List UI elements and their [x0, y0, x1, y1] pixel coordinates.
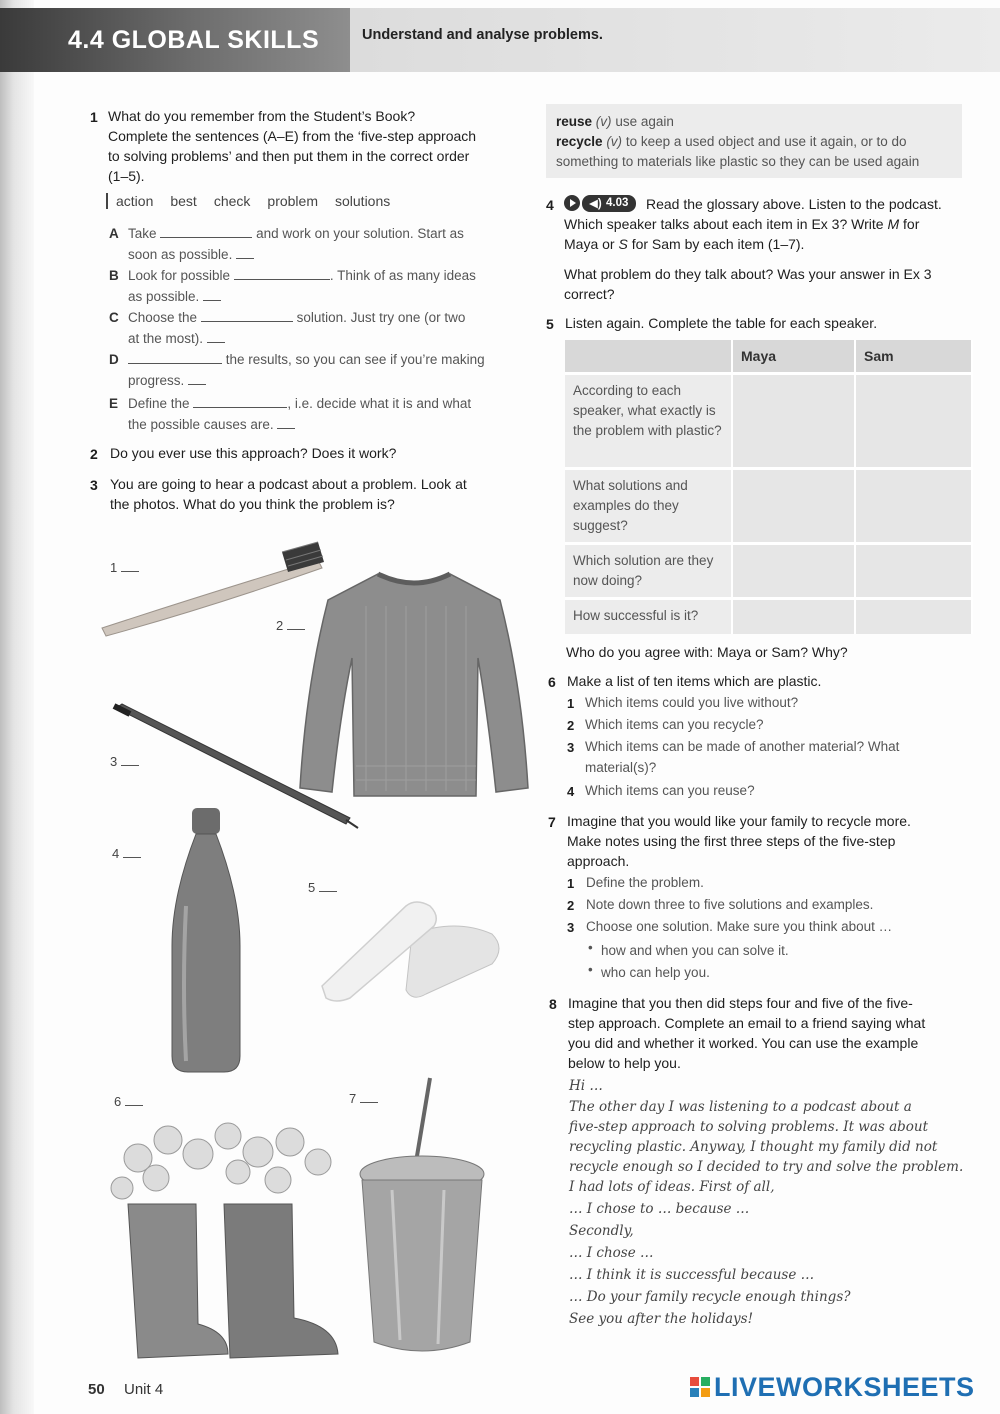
order-blank-b[interactable] — [203, 290, 221, 301]
email-body: The other day I was listening to a podcast about a five-step approach to solving problems. It was about recycling plastic. Anyway, I thought my family did not recycle enough so I decided to try and solve the problem. I had lots of ideas. First of all, … I chose to … because … Secondly, … I chose … … I think it is successful because … … Do your family recycle enough things? See you after the holidays! — [569, 1099, 964, 1327]
bullet-icon: • — [588, 940, 593, 955]
table-cell-sam[interactable] — [855, 544, 972, 599]
q2-number: 2 — [90, 446, 98, 462]
q7-item-1: Define the problem. — [586, 875, 704, 890]
word-solutions: solutions — [335, 193, 391, 209]
table-cell-maya[interactable] — [732, 374, 855, 469]
speaker-blank-5[interactable] — [319, 881, 337, 892]
q4-line1: Read the glossary above. Listen to the podcast. — [646, 196, 942, 212]
table-cell-maya[interactable] — [732, 469, 855, 544]
q7-item-num: 1 — [567, 876, 575, 891]
q1-item-letter: B — [109, 268, 119, 283]
table-cell-sam[interactable] — [855, 374, 972, 469]
toothbrush-photo — [96, 536, 328, 640]
liveworksheets-logo-icon — [690, 1377, 710, 1397]
page-number: 50 — [88, 1381, 105, 1398]
table-row-question: What solutions and examples do they suggest? — [565, 469, 732, 544]
liveworksheets-brand: LIVEWORKSHEETS — [714, 1372, 975, 1402]
q1-item-c: Choose the solution. Just try one (or two at the most). — [128, 310, 466, 346]
word-box — [106, 193, 407, 209]
q1-item-e: Define the , i.e. decide what it is and what the possible causes are. — [128, 396, 472, 432]
order-blank-e[interactable] — [277, 418, 295, 429]
q6-item-2: Which items can you recycle? — [585, 717, 764, 732]
q5-after: Who do you agree with: Maya or Sam? Why? — [566, 644, 848, 660]
glossary-recycle-cont: something to materials like plastic so they can be used again — [556, 154, 920, 169]
q7-bullet-1: how and when you can solve it. — [601, 943, 789, 958]
table-cell-sam[interactable] — [855, 469, 972, 544]
table-header-sam: Sam — [855, 340, 972, 374]
answer-blank-c[interactable] — [201, 309, 293, 322]
table-cell-maya[interactable] — [732, 544, 855, 599]
q6-item-3: Which items can be made of another material? What material(s)? — [585, 739, 900, 775]
table-row-question: According to each speaker, what exactly is the problem with plastic? — [565, 374, 732, 469]
word-action: action — [116, 193, 154, 209]
word-problem: problem — [267, 193, 318, 209]
speaker-blank-4[interactable] — [123, 847, 141, 858]
unit-label: Unit 4 — [124, 1381, 164, 1398]
boots-photo — [98, 1118, 342, 1368]
q1-item-d: the results, so you can see if you’re making progress. — [128, 352, 485, 388]
table-row-question: Which solution are they now doing? — [565, 544, 732, 599]
speaker-blank-6[interactable] — [125, 1095, 143, 1106]
answer-blank-d[interactable] — [128, 351, 222, 364]
section-title: 4.4 GLOBAL SKILLS — [68, 26, 320, 54]
q7-bullet-2: who can help you. — [601, 965, 710, 980]
q8-number: 8 — [549, 996, 557, 1012]
q1-number: 1 — [90, 109, 98, 125]
order-blank-c[interactable] — [207, 332, 225, 343]
order-blank-a[interactable] — [236, 248, 254, 259]
table-row-question: How successful is it? — [565, 599, 732, 635]
q6-item-1: Which items could you live without? — [585, 695, 799, 710]
photo-label-1: 1 — [110, 560, 139, 575]
answer-blank-e[interactable] — [193, 395, 287, 408]
water-bottle-photo — [166, 806, 246, 1076]
q4-line3: Maya or S for Sam by each item (1–7). — [564, 236, 805, 252]
audio-icon: ◀) — [589, 198, 602, 210]
q5-number: 5 — [546, 316, 554, 332]
word-check: check — [213, 193, 251, 209]
audio-track-button[interactable]: ◀) 4.03 — [582, 195, 636, 212]
glossary-reuse: reuse (v) use again — [556, 114, 674, 129]
photo-label-3: 3 — [110, 754, 139, 769]
q5-text: Listen again. Complete the table for each speaker. — [565, 315, 878, 331]
q3-number: 3 — [90, 477, 98, 493]
table-header-maya: Maya — [732, 340, 855, 374]
page-edge-shadow — [0, 0, 34, 1414]
q7-item-2: Note down three to five solutions and examples. — [586, 897, 874, 912]
table-cell-sam[interactable] — [855, 599, 972, 635]
photo-label-5: 5 — [308, 880, 337, 895]
section-subtitle: Understand and analyse problems. — [362, 27, 603, 43]
answer-blank-b[interactable] — [234, 267, 330, 280]
photo-label-7: 7 — [349, 1091, 378, 1106]
q4-follow-up: What problem do they talk about? Was your answer in Ex 3 correct? — [564, 266, 932, 302]
q1-item-letter: A — [109, 226, 119, 241]
q2-text: Do you ever use this approach? Does it work? — [110, 445, 397, 461]
q7-number: 7 — [548, 814, 556, 830]
q4-line2: Which speaker talks about each item in Ex 3? Write M for — [564, 216, 920, 232]
cup-photo — [352, 1074, 490, 1364]
photo-label-2: 2 — [276, 618, 305, 633]
q1-item-letter: C — [109, 310, 119, 325]
q6-text: Make a list of ten items which are plastic. — [567, 673, 822, 689]
q1-instructions: What do you remember from the Student’s Book? Complete the sentences (A–E) from the ‘five-step approach to solving problems’ and then put them in the correct order (1–5). — [108, 108, 477, 184]
chewing-gum-photo — [316, 894, 506, 1004]
q1-item-letter: D — [109, 352, 119, 367]
q6-item-num: 1 — [567, 696, 575, 711]
q7-item-num: 3 — [567, 920, 575, 935]
q1-item-a: Take and work on your solution. Start as soon as possible. — [128, 226, 464, 262]
q8-instructions: Imagine that you then did steps four and five of the five- step approach. Complete an email to a friend saying what you did and whether it worked. You can use the example below to help you. — [568, 995, 926, 1071]
q6-item-4: Which items can you reuse? — [585, 783, 755, 798]
q1-item-letter: E — [109, 396, 119, 411]
table-cell-maya[interactable] — [732, 599, 855, 635]
table-header-empty — [565, 340, 732, 374]
q3-instructions: You are going to hear a podcast about a problem. Look at the photos. What do you think the problem is? — [110, 476, 467, 512]
q6-item-num: 3 — [567, 740, 575, 755]
q7-instructions: Imagine that you would like your family to recycle more. Make notes using the first three steps of the five-step approach. — [567, 813, 911, 869]
bullet-icon: • — [588, 962, 593, 977]
speaker-table — [565, 340, 973, 626]
q7-item-3: Choose one solution. Make sure you think about … — [586, 919, 893, 934]
q6-number: 6 — [548, 674, 556, 690]
answer-blank-a[interactable] — [160, 225, 252, 238]
q6-item-num: 4 — [567, 784, 575, 799]
q6-item-num: 2 — [567, 718, 575, 733]
photo-label-4: 4 — [112, 846, 141, 861]
photo-label-6: 6 — [114, 1094, 143, 1109]
order-blank-d[interactable] — [188, 374, 206, 385]
glossary-box — [546, 104, 962, 178]
q4-number: 4 — [546, 197, 554, 213]
q7-item-num: 2 — [567, 898, 575, 913]
word-best: best — [170, 193, 197, 209]
q1-item-b: Look for possible . Think of as many ideas as possible. — [128, 268, 476, 304]
glossary-recycle: recycle (v) to keep a used object and use it again, or to do — [556, 134, 907, 149]
email-greeting: Hi … — [569, 1078, 603, 1094]
